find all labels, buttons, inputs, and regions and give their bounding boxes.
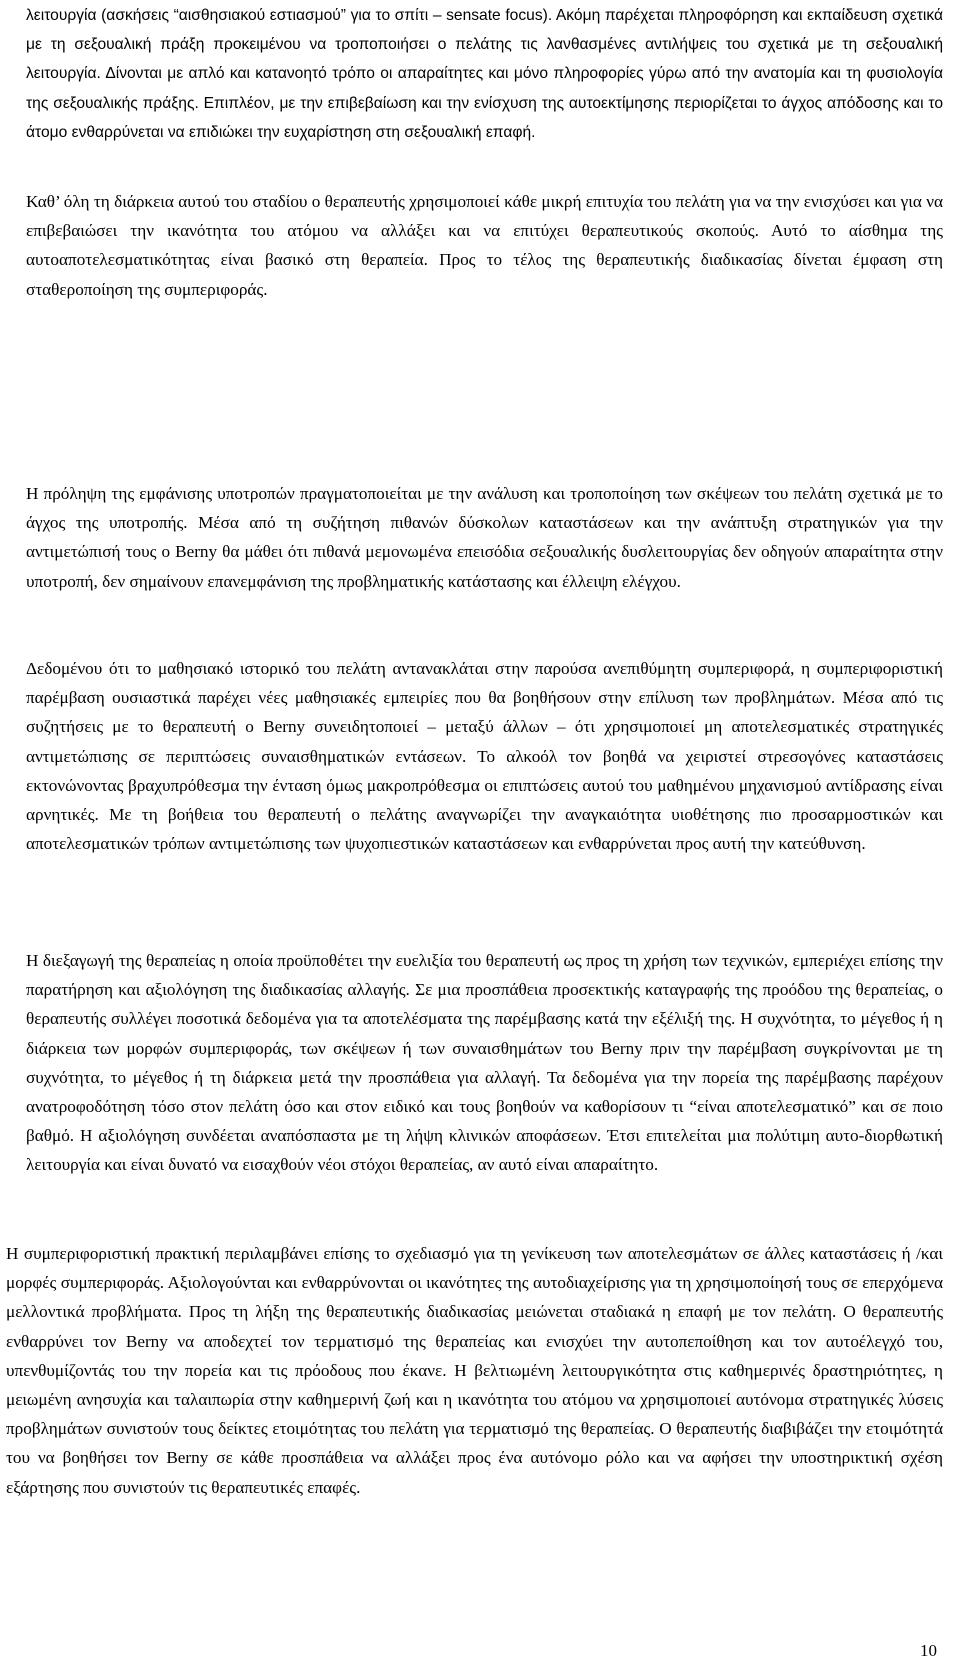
paragraph-5: Η διεξαγωγή της θεραπείας η οποία προϋποθέτει την ευελιξία του θεραπευτή ως προς τη χρήση των τεχνικών, εμπεριέχει επίσης την παρατήρηση και αξιολόγηση της διαδικασίας αλλαγής. Σε μια προσπάθεια προσεκτικής καταγραφής της προόδου της θεραπείας, ο θεραπευτής συλλέγει ποσοτικά δεδομένα για τα αποτελέσματα της παρέμβασης κατά την εξέλιξή της. Η συχνότητα, το μέγεθος ή η διάρκεια των μορφών συμπεριφοράς, των σκέψεων ή των συναισθημάτων του Berny πριν την παρέμβαση συγκρίνονται με τη συχνότητα, το μέγεθος ή τη διάρκεια μετά την προσπάθεια για αλλαγή. Τα δεδομένα για την πορεία της παρέμβασης παρέχουν ανατροφοδότηση τόσο στον πελάτη όσο και στον ειδικό και τους βοηθούν να καθορίσουν τι “είναι αποτελεσματικό” και σε ποιο βαθμό. Η αξιολόγηση συνδέεται αναπόσπαστα με τη λήψη κλινικών αποφάσεων. Έτσι επιτελείται μια πολύτιμη αυτο-διορθωτική λειτουργία και είναι δυνατό να εισαχθούν νέοι στόχοι θεραπείας, αν αυτό είναι απαραίτητο.	[26, 951, 943, 1175]
paragraph-3: Η πρόληψη της εμφάνισης υποτροπών πραγματοποιείται με την ανάλυση και τροποποίηση των σκέψεων του πελάτη σχετικά με το άγχος της υποτροπής. Μέσα από τη συζήτηση πιθανών δύσκολων καταστάσεων και την ανάπτυξη στρατηγικών για την αντιμετώπισή τους ο Berny θα μάθει ότι πιθανά μεμονωμένα επεισόδια σεξουαλικής δυσλειτουργίας δεν οδηγούν απαραίτητα στην υποτροπή, δεν σημαίνουν επανεμφάνιση της προβληματικής κατάστασης και έλλειψη ελέγχου.	[26, 484, 943, 591]
paragraph-4: Δεδομένου ότι το μαθησιακό ιστορικό του πελάτη αντανακλάται στην παρούσα ανεπιθύμητη συμπεριφορά, η συμπεριφοριστική παρέμβαση ουσιαστικά παρέχει νέες μαθησιακές εμπειρίες που θα βοηθήσουν στην επίλυση των προβλημάτων. Μέσα από τις συζητήσεις με το θεραπευτή ο Berny συνειδητοποιεί – μεταξύ άλλων – ότι χρησιμοποιεί μη αποτελεσματικές στρατηγικές αντιμετώπισης σε περιπτώσεις συναισθηματικών εντάσεων. Το αλκοόλ τον βοηθά να χειριστεί στρεσογόνες καταστάσεις εκτονώνοντας βραχυπρόθεσμα την ένταση όμως μακροπρόθεσμα οι επιπτώσεις αυτού του μαθημένου μηχανισμού αντίδρασης είναι αρνητικές. Με τη βοήθεια του θεραπευτή ο πελάτης αναγνωρίζει την αναγκαιότητα υιοθέτησης πιο προσαρμοστικών και αποτελεσματικών τρόπων αντιμετώπισης των ψυχοπιεστικών καταστάσεων και ενθαρρύνεται προς αυτή την κατεύθυνση.	[26, 659, 943, 854]
page-number: 10	[920, 1641, 937, 1660]
paragraph-2: Καθ’ όλη τη διάρκεια αυτού του σταδίου ο θεραπευτής χρησιμοποιεί κάθε μικρή επιτυχία του πελάτη για να την ενισχύσει και για να επιβεβαιώσει την ικανότητα του ατόμου να αλλάξει και να επιτύχει θεραπευτικούς σκοπούς. Αυτό το αίσθημα της αυτοαποτελεσματικότητας είναι βασικό στη θεραπεία. Προς το τέλος της θεραπευτικής διαδικασίας δίνεται έμφαση στη σταθεροποίηση της συμπεριφοράς.	[26, 192, 943, 299]
paragraph-1: λειτουργία (ασκήσεις “αισθησιακού εστιασμού” για το σπίτι – sensate focus). Ακόμη παρέχεται πληροφόρηση και εκπαίδευση σχετικά με τη σεξουαλική πράξη προκειμένου να τροποποιήσει ο πελάτης τις λανθασμένες αντιλήψεις του σχετικά με τη σεξουαλική λειτουργία. Δίνονται με απλό και κατανοητό τρόπο οι απαραίτητες και μόνο πληροφορίες γύρω από την ανατομία και τη φυσιολογία της σεξουαλικής πράξης. Επιπλέον, με την επιβεβαίωση και την ενίσχυση της αυτοεκτίμησης περιορίζεται το άγχος απόδοσης και το άτομο ενθαρρύνεται να επιδιώκει την ευχαρίστηση στη σεξουαλική επαφή.	[26, 7, 943, 141]
paragraph-6: Η συμπεριφοριστική πρακτική περιλαμβάνει επίσης το σχεδιασμό για τη γενίκευση των αποτελεσμάτων σε άλλες καταστάσεις ή /και μορφές συμπεριφοράς. Αξιολογούνται και ενθαρρύνονται οι ικανότητες της αυτοδιαχείρισης για τη χρησιμοποίησή τους σε επερχόμενα μελλοντικά προβλήματα. Προς τη λήξη της θεραπευτικής διαδικασίας μειώνεται σταδιακά η επαφή με τον πελάτη. Ο θεραπευτής ενθαρρύνει τον Berny να αποδεχτεί τον τερματισμό της θεραπείας και ενισχύει την αυτοπεποίθηση και τον αυτοέλεγχό του, υπενθυμίζοντάς του την πορεία και τις πρόοδους που έκανε. Η βελτιωμένη λειτουργικότητα στις καθημερινές δραστηριότητες, η μειωμένη ανησυχία και ταλαιπωρία στην καθημερινή ζωή και η ικανότητα του ατόμου να χρησιμοποιεί αυτόνομα στρατηγικές λύσεις προβλημάτων συνιστούν τους δείκτες ετοιμότητας του πελάτη για τερματισμό της θεραπείας. Ο θεραπευτής διαβιβάζει την ετοιμότητά του να βοηθήσει τον Berny σε κάθε προσπάθεια να αλλάξει προς ένα αυτόνομο ρόλο και να αφήσει την υποστηρικτική σχέση εξάρτησης που συνιστούν τις θεραπευτικές επαφές.	[6, 1244, 943, 1497]
